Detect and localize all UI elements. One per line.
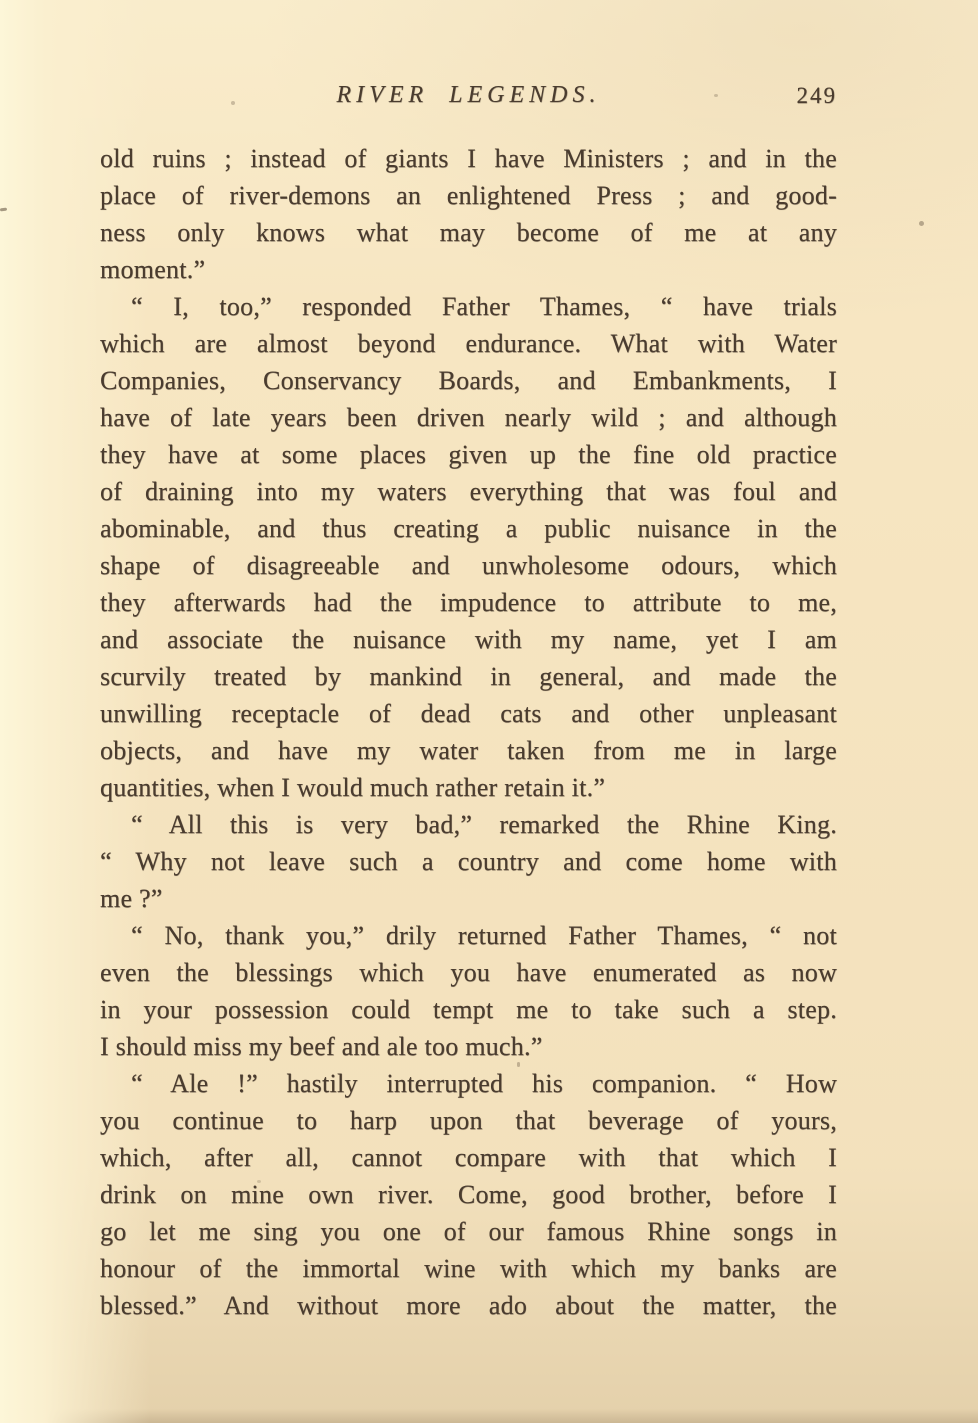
text-line: they have at some places given up the fine old practice (100, 440, 837, 469)
text-line: “ Why not leave such a country and come home with (100, 847, 837, 876)
text-line: have of late years been driven nearly wild ; and although (100, 403, 837, 432)
text-line: shape of disagreeable and unwholesome odours, which (100, 551, 837, 580)
paragraph (100, 288, 837, 806)
text-line: and associate the nuisance with my name, yet I am (100, 625, 837, 654)
page-body (100, 140, 837, 1324)
text-line: unwilling receptacle of dead cats and other unpleasant (100, 699, 837, 728)
ink-speck (0, 208, 7, 212)
paragraph (100, 917, 837, 1065)
text-line: blessed.” And without more ado about the matter, the (100, 1291, 837, 1320)
text-line: honour of the immortal wine with which my banks are (100, 1254, 837, 1283)
text-line: even the blessings which you have enumerated as now (100, 958, 837, 987)
text-line: I should miss my beef and ale too much.” (100, 1032, 543, 1061)
text-line: which, after all, cannot compare with that which I (100, 1143, 837, 1172)
text-line: quantities, when I would much rather retain it.” (100, 773, 606, 802)
text-line: me ?” (100, 884, 163, 913)
text-line: “ I, too,” responded Father Thames, “ have trials (131, 292, 837, 321)
text-line: “ Ale !” hastily interrupted his companion. “ How (131, 1069, 837, 1098)
text-line: they afterwards had the impudence to attribute to me, (100, 588, 837, 617)
ink-speck (919, 221, 924, 226)
running-head (100, 82, 837, 116)
ink-speck (714, 94, 718, 97)
text-line: which are almost beyond endurance. What with Water (100, 329, 837, 358)
text-line: Companies, Conservancy Boards, and Embankments, I (100, 366, 837, 395)
text-line: scurvily treated by mankind in general, and made the (100, 662, 837, 691)
text-line: “ All this is very bad,” remarked the Rhine King. (131, 810, 837, 839)
running-title: RIVER LEGENDS. (336, 82, 601, 108)
text-line: moment.” (100, 255, 206, 284)
text-line: objects, and have my water taken from me in large (100, 736, 837, 765)
text-line: ness only knows what may become of me at any (100, 218, 837, 247)
text-line: drink on mine own river. Come, good brother, before I (100, 1180, 837, 1209)
text-line: you continue to harp upon that beverage of yours, (100, 1106, 837, 1135)
text-line: place of river-demons an enlightened Press ; and good- (100, 181, 837, 210)
text-line: “ No, thank you,” drily returned Father Thames, “ not (131, 921, 837, 950)
page-number: 249 (796, 83, 837, 108)
ink-speck (231, 101, 235, 105)
ink-speck (517, 1062, 520, 1067)
paragraph (100, 1065, 837, 1324)
text-line: old ruins ; instead of giants I have Ministers ; and in the (100, 144, 837, 173)
paragraph (100, 806, 837, 917)
text-line: of draining into my waters everything that was foul and (100, 477, 837, 506)
text-line: go let me sing you one of our famous Rhine songs in (100, 1217, 837, 1246)
text-line: abominable, and thus creating a public nuisance in the (100, 514, 837, 543)
ink-speck (257, 1180, 261, 1183)
paragraph (100, 140, 837, 288)
text-line: in your possession could tempt me to take such a step. (100, 995, 837, 1024)
